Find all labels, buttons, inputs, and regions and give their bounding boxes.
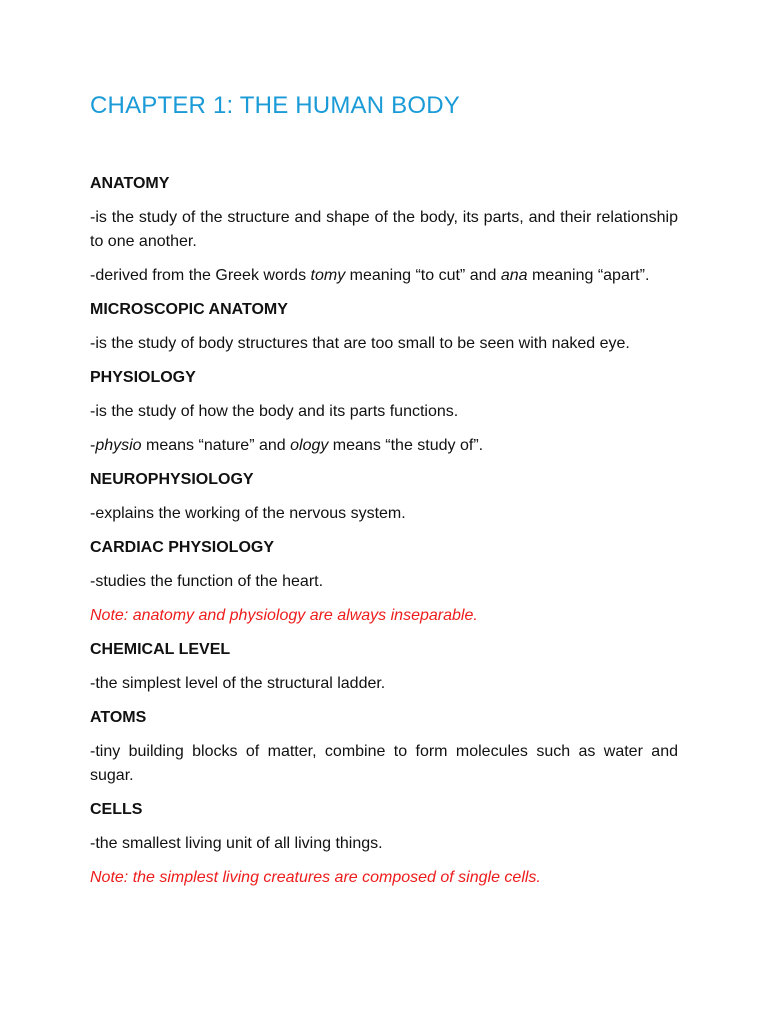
section-microscopic-anatomy [90, 298, 678, 356]
section-atoms [90, 706, 678, 788]
physiology-heading: PHYSIOLOGY [90, 369, 196, 386]
etymology-text-a: -derived from the Greek words [90, 267, 311, 284]
section-chemical-level [90, 638, 678, 696]
term-ology: ology [290, 437, 329, 454]
document-body [90, 172, 678, 900]
cells-definition: -the smallest living unit of all living things. [90, 835, 383, 852]
physio-text-c: means “the study of”. [328, 437, 484, 454]
etymology-text-c: meaning “apart”. [527, 267, 650, 284]
chapter-title: CHAPTER 1: THE HUMAN BODY [90, 92, 460, 119]
note-single-cells: Note: the simplest living creatures are composed of single cells. [90, 869, 541, 886]
section-physiology [90, 366, 678, 458]
anatomy-definition: -is the study of the structure and shape of the body, its parts, and their relationship to one another. [90, 209, 678, 250]
section-cardiac-physiology [90, 536, 678, 594]
section-anatomy [90, 172, 678, 288]
neurophysiology-heading: NEUROPHYSIOLOGY [90, 471, 254, 488]
cardiac-physiology-heading: CARDIAC PHYSIOLOGY [90, 539, 275, 556]
physiology-definition: -is the study of how the body and its parts functions. [90, 403, 459, 420]
physio-text-b: means “nature” and [141, 437, 291, 454]
anatomy-heading: ANATOMY [90, 175, 170, 192]
section-neurophysiology [90, 468, 678, 526]
physiology-etymology [90, 434, 678, 458]
term-ana: ana [500, 267, 528, 284]
cells-heading: CELLS [90, 801, 143, 818]
etymology-text-b: meaning “to cut” and [345, 267, 501, 284]
atoms-definition: -tiny building blocks of matter, combine to form molecules such as water and sugar. [90, 743, 678, 784]
term-tomy: tomy [310, 267, 346, 284]
chemical-level-heading: CHEMICAL LEVEL [90, 641, 231, 658]
atoms-heading: ATOMS [90, 709, 147, 726]
section-cells [90, 798, 678, 856]
note-inseparable: Note: anatomy and physiology are always inseparable. [90, 607, 478, 624]
microscopic-anatomy-definition: -is the study of body structures that are too small to be seen with naked eye. [90, 335, 630, 352]
microscopic-anatomy-heading: MICROSCOPIC ANATOMY [90, 301, 288, 318]
physio-text-a: - [90, 437, 96, 454]
cardiac-physiology-definition: -studies the function of the heart. [90, 573, 324, 590]
anatomy-etymology [90, 264, 678, 288]
neurophysiology-definition: -explains the working of the nervous system. [90, 505, 406, 522]
term-physio: physio [95, 437, 142, 454]
chemical-level-definition: -the simplest level of the structural ladder. [90, 675, 386, 692]
